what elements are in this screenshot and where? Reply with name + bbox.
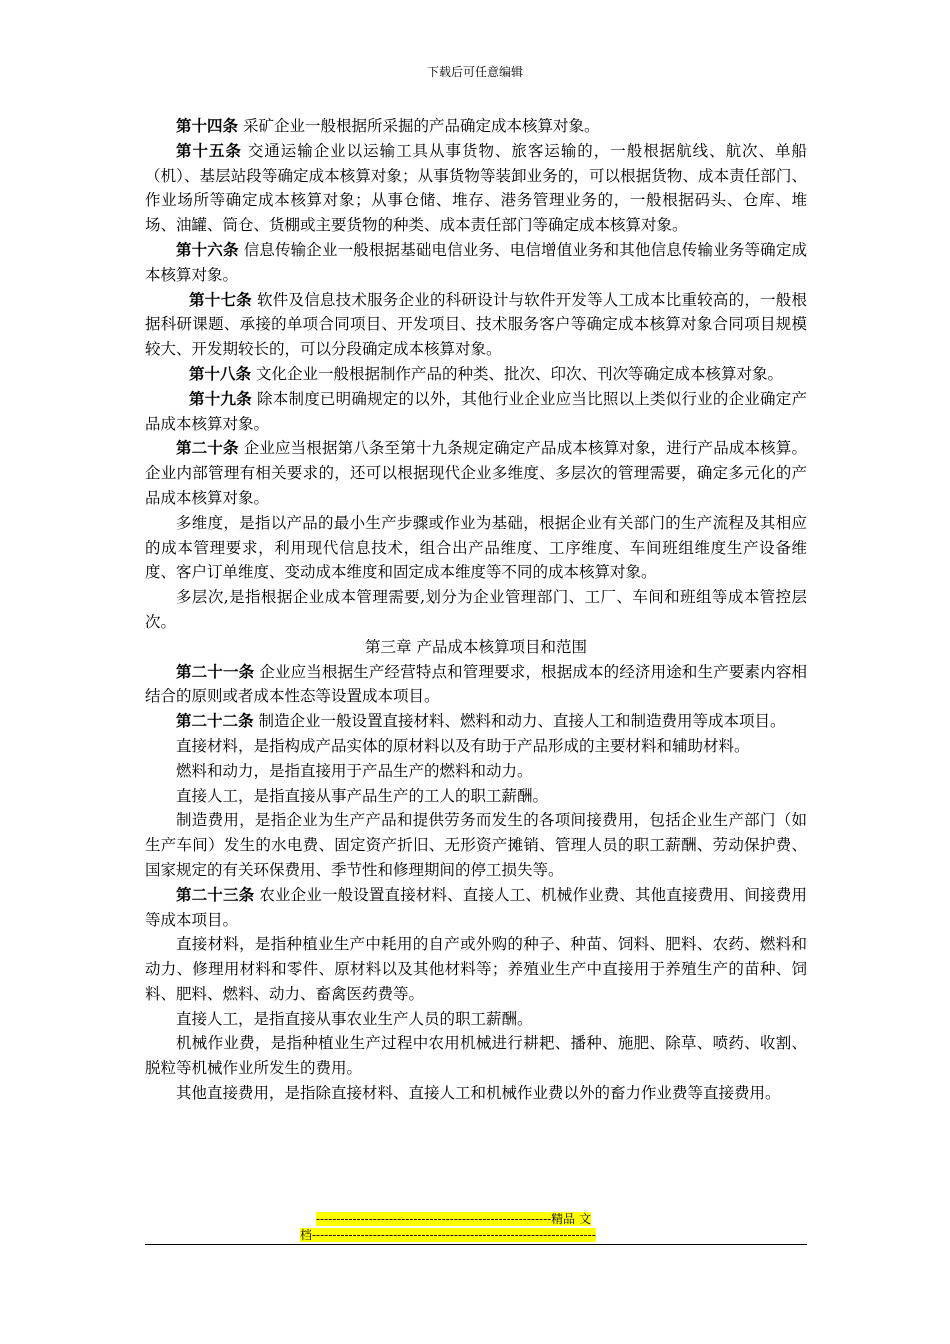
paragraph-fuel-power: 燃料和动力，是指直接用于产品生产的燃料和动力。 [176, 761, 533, 780]
footer-watermark [300, 1211, 650, 1243]
article-text: 除本制度已明确规定的以外，其他行业企业应当比照以上类似行业的企业确定产品成本核算对象。 [145, 389, 807, 433]
paragraph-direct-material: 直接材料，是指构成产品实体的原材料以及有助于产品形成的主要材料和辅助材料。 [176, 736, 750, 755]
article-number: 第二十条 [176, 438, 239, 458]
article-number: 第二十三条 [176, 884, 255, 904]
paragraph-manufacturing-overhead: 制造费用，是指企业为生产产品和提供劳务而发生的各项间接费用，包括企业生产部门（如生产车间）发生的水电费、固定资产折旧、无形资产摊销、管理人员的职工薪酬、劳动保护费、国家规定的有关环保费用、季节性和修理期间的停工损失等。 [145, 811, 807, 879]
paragraph-multi-level: 多层次,是指根据企业成本管理需要,划分为企业管理部门、工厂、车间和班组等成本管控层次。 [145, 588, 807, 631]
article-text: 信息传输企业一般根据基础电信业务、电信增值业务和其他信息传输业务等确定成本核算对象。 [145, 240, 807, 284]
article-text: 交通运输企业以运输工具从事货物、旅客运输的，一般根据航线、航次、单船（机）、基层站段等确定成本核算对象；从事货物等装卸业务的，可以根据货物、成本责任部门、作业场所等确定成本核算对象；从事仓储、堆存、港务管理业务的，一般根据码头、仓库、堆场、油罐、筒仓、货棚或主要货物的种类、成本责任部门等确定成本核算对象。 [145, 141, 807, 235]
article-text: 企业应当根据生产经营特点和管理要求，根据成本的经济用途和生产要素内容相结合的原则或者成本性态等设置成本项目。 [145, 662, 807, 706]
article-text: 采矿企业一般根据所采掘的产品确定成本核算对象。 [242, 117, 600, 135]
paragraph-multi-dimension: 多维度，是指以产品的最小生产步骤或作业为基础，根据企业有关部门的生产流程及其相应的成本管理要求，利用现代信息技术，组合出产品维度、工序维度、车间班组维度生产设备维度、客户订单维度、变动成本维度和固定成本维度等不同的成本核算对象。 [145, 513, 807, 582]
article-21 [145, 660, 807, 710]
article-text: 企业应当根据第八条至第十九条规定确定产品成本核算对象，进行产品成本核算。企业内部管理有相关要求的，还可以根据现代企业多维度、多层次的管理需要，确定多元化的产品成本核算对象。 [145, 439, 807, 507]
article-number: 第二十一条 [176, 661, 255, 681]
paragraph-direct-labor: 直接人工，是指直接从事产品生产的工人的职工薪酬。 [176, 786, 549, 805]
article-17 [145, 288, 807, 362]
article-number: 第十六条 [176, 239, 239, 259]
article-number: 第十七条 [189, 289, 252, 309]
article-14 [145, 114, 807, 139]
paragraph-other-direct-cost: 其他直接费用，是指除直接材料、直接人工和机械作业费以外的畜力作业费等直接费用。 [176, 1084, 781, 1103]
chapter-title: 第三章 产品成本核算项目和范围 [365, 637, 587, 656]
article-text: 软件及信息技术服务企业的科研设计与软件开发等人工成本比重较高的，一般根据科研课题、承接的单项合同项目、开发项目、技术服务客户等确定成本核算对象合同项目规模较大、开发期较长的，可以分段确定成本核算对象。 [145, 290, 807, 359]
article-number: 第十四条 [176, 116, 239, 135]
article-15 [145, 139, 807, 238]
article-number: 第十五条 [176, 140, 242, 160]
page-header: 下载后可任意编辑 [426, 65, 523, 79]
footer-line-2: 档---------------------------------------------------------------------- [300, 1228, 596, 1242]
article-text: 文化企业一般根据制作产品的种类、批次、印次、刊次等确定成本核算对象。 [255, 364, 783, 383]
paragraph-agri-direct-labor: 直接人工，是指直接从事农业生产人员的职工薪酬。 [176, 1009, 533, 1028]
article-16 [145, 238, 807, 288]
article-23 [145, 883, 807, 933]
footer-divider [145, 1244, 807, 1245]
article-18 [145, 362, 807, 387]
article-number: 第十九条 [189, 388, 252, 408]
paragraph-agri-direct-material: 直接材料，是指种植业生产中耗用的自产或外购的种子、种苗、饲料、肥料、农药、燃料和动力、修理用材料和零件、原材料以及其他材料等；养殖业生产中直接用于养殖生产的苗种、饲料、肥料、燃料、动力、畜禽医药费等。 [145, 935, 807, 1003]
article-number: 第二十二条 [176, 711, 254, 731]
paragraph-machinery-cost: 机械作业费，是指种植业生产过程中农用机械进行耕耙、播种、施肥、除草、喷药、收割、脱粒等机械作业所发生的费用。 [145, 1034, 807, 1078]
footer-line-1: ----------------------------------------------------------精品 文 [316, 1212, 591, 1226]
article-22 [145, 709, 807, 734]
article-number: 第十八条 [189, 363, 252, 383]
article-text: 农业企业一般设置直接材料、直接人工、机械作业费、其他直接费用、间接费用等成本项目。 [145, 885, 807, 929]
article-20 [145, 436, 807, 510]
article-19 [145, 387, 807, 437]
article-text: 制造企业一般设置直接材料、燃料和动力、直接人工和制造费用等成本项目。 [258, 712, 786, 731]
document-body [145, 114, 807, 1106]
